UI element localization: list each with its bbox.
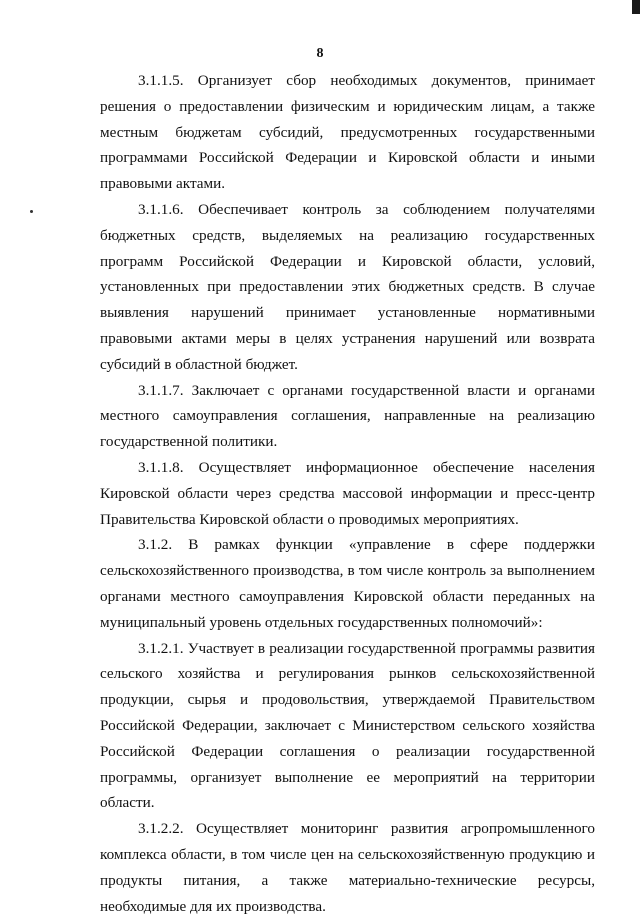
- scan-corner-mark: [632, 0, 640, 14]
- paragraph-3-1-2-1: 3.1.2.1. Участвует в реализации государственной программы развития сельского хозяйства и регулирования рынков сельскохозяйственной продукции, сырья и продовольствия, утверждаемой Правительством Российской Федерации, заключает с Министерством сельского хозяйства Российской Федерации соглашения о реализации государственной программы, организует выполнение ее мероприятий на территории области.: [100, 639, 595, 812]
- document-body: [100, 68, 595, 919]
- paragraph-3-1-1-7: 3.1.1.7. Заключает с органами государственной власти и органами местного самоуправления соглашения, направленные на реализацию государственной политики.: [100, 381, 595, 451]
- paragraph-3-1-1-8: 3.1.1.8. Осуществляет информационное обеспечение населения Кировской области через средства массовой информации и пресс-центр Правительства Кировской области о проводимых мероприятиях.: [100, 458, 595, 528]
- page-number: 8: [316, 46, 324, 61]
- paragraph-3-1-2: 3.1.2. В рамках функции «управление в сфере поддержки сельскохозяйственного производства, в том числе контроль за выполнением органами местного самоуправления Кировской области переданных на муниципальный уровень отдельных государственных полномочий»:: [100, 536, 595, 631]
- paragraph-3-1-1-6: 3.1.1.6. Обеспечивает контроль за соблюдением получателями бюджетных средств, выделяемых на реализацию государственных программ Российской Федерации и Кировской области, условий, установленных при предоставлении этих бюджетных средств. В случае выявления нарушений принимает установленные нормативными правовыми актами меры в целях устранения нарушений или возврата субсидий в областной бюджет.: [100, 200, 595, 373]
- paragraph-3-1-1-5: 3.1.1.5. Организует сбор необходимых документов, принимает решения о предоставлении физическим и юридическим лицам, а также местным бюджетам субсидий, предусмотренных государственными программами Российской Федерации и Кировской области и иными правовыми актами.: [100, 72, 595, 193]
- paragraph-3-1-2-2: 3.1.2.2. Осуществляет мониторинг развития агропромышленного комплекса области, в том числе цен на сельскохозяйственную продукцию и продукты питания, а также материально-технические ресурсы, необходимые для их производства.: [100, 820, 595, 915]
- scan-dot: [30, 210, 33, 213]
